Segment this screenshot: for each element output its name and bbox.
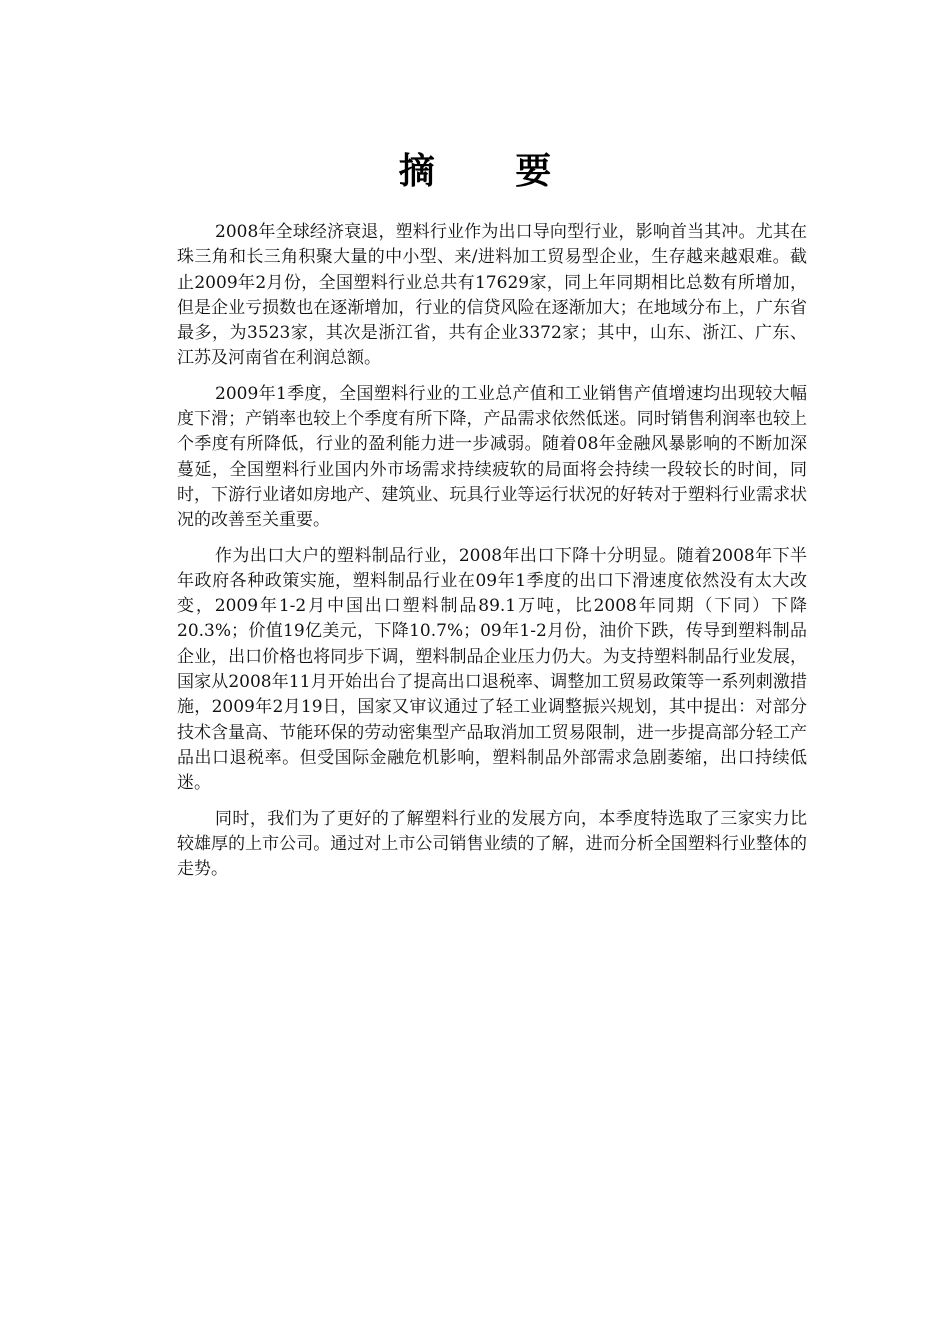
paragraph-4: 同时，我们为了更好的了解塑料行业的发展方向，本季度特选取了三家实力比较雄厚的上市公司。通过对上市公司销售业绩的了解，进而分析全国塑料行业整体的走势。 [177,808,807,880]
paragraph-1: 2008年全球经济衰退，塑料行业作为出口导向型行业，影响首当其冲。尤其在珠三角和长三角积聚大量的中小型、来/进料加工贸易型企业，生存越来越艰难。截止2009年2月份，全国塑料行业总共有17629家，同上年同期相比总数有所增加，但是企业亏损数也在逐渐增加，行业的信贷风险在逐渐加大；在地域分布上，广东省最多，为3523家，其次是浙江省，共有企业3372家；其中，山东、浙江、广东、江苏及河南省在利润总额。 [177,222,807,369]
paragraph-2: 2009年1季度，全国塑料行业的工业总产值和工业销售产值增速均出现较大幅度下滑；产销率也较上个季度有所下降，产品需求依然低迷。同时销售利润率也较上个季度有所降低，行业的盈利能力进一步减弱。随着08年金融风暴影响的不断加深蔓延，全国塑料行业国内外市场需求持续疲软的局面将会持续一段较长的时间，同时，下游行业诸如房地产、建筑业、玩具行业等运行状况的好转对于塑料行业需求状况的改善至关重要。 [177,383,807,531]
abstract-body [177,220,807,892]
page-title: 摘 要 [398,151,586,192]
paragraph-3: 作为出口大户的塑料制品行业，2008年出口下降十分明显。随着2008年下半年政府各种政策实施，塑料制品行业在09年1季度的出口下滑速度依然没有太大改变，2009年1-2月中国出口塑料制品89.1万吨，比2008年同期（下同）下降20.3%；价值19亿美元，下降10.7%；09年1-2月份，油价下跌，传导到塑料制品企业，出口价格也将同步下调，塑料制品企业压力仍大。为支持塑料制品行业发展，国家从2008年11月开始出台了提高出口退税率、调整加工贸易政策等一系列刺激措施，2009年2月19日，国家又审议通过了轻工业调整振兴规划，其中提出：对部分技术含量高、节能环保的劳动密集型产品取消加工贸易限制，进一步提高部分轻工产品出口退税率。但受国际金融危机影响，塑料制品外部需求急剧萎缩，出口持续低迷。 [177,545,807,794]
